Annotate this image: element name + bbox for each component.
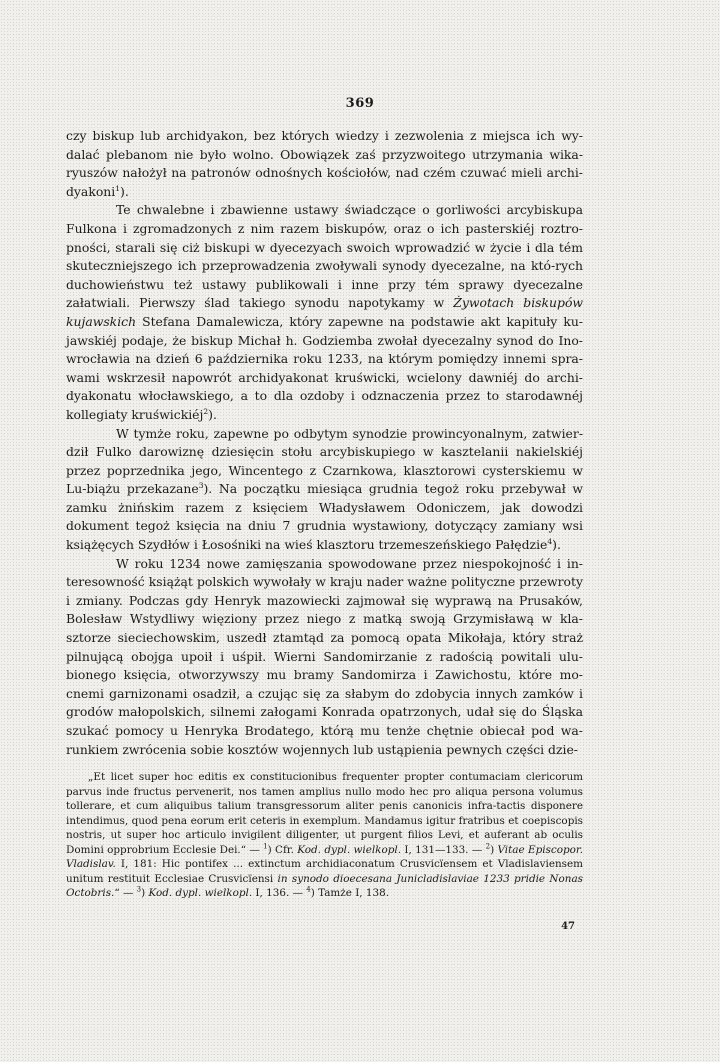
footnote-marker-4: 4 [306,885,311,894]
paragraph-2-italic-title: Żywotach biskupów kujawskich [66,295,584,329]
paragraph-3-tail: ). [552,537,561,553]
footnote-ref-4: 4 [547,536,553,546]
footnote-marker-2: 2 [485,842,491,851]
footnote-text-c: I, 131—133. — [401,843,486,856]
main-text [66,127,583,759]
paragraph-1 [66,127,583,201]
paragraph-1-tail: ). [120,183,129,199]
footnote-italic-1: Kod. dypl. wielkopl. [297,843,402,856]
footnote-text-h: I, 136. — [252,887,307,899]
signature-mark: 47 [561,921,575,932]
paragraph-1-text: czy biskup lub archidyakon, bez których wiedzy i zezwolenia z miejsca ich wy-dalać plebanom nie było wolno. Obowiązek zaś przyzwoitego utrzymania wika-ryuszów nałożył na patronów odnośnych kościołów, nad czém czuwać mieli archi-dyakoni [66,128,583,199]
paragraph-2-text-a: Te chwalebne i zbawienne ustawy świadczące o gorliwości arcybiskupa Fulkona i zgromadzonych z nim razem biskupów, oraz o ich pasterskiéj roztro-pności, starali się ciż biskupi w dyecezyach swoich wprowadzić w życie i dla tém skuteczniejszego ich przeprowadzenia zwoływali synody dyecezalne, na któ-rych duchowieństwu też ustawy publikowali i inne przy tém sprawy dyecezalne załatwiali. Pierwszy ślad takiego synodu napotykamy w [66,202,583,311]
footnotes [66,770,583,901]
footnote-text-f: “ — [114,887,137,899]
paragraph-2-text-b: Stefana Damalewicza, który zapewne na podstawie akt kapituły ku-jawskiéj podaje, że biskup Michał h. Godziemba zwołał dyecezalny synod do Ino-wrocławia na dzień 6 października roku 1233, na którym pomiędzy innemi spra-wami wskrzesił napowrót archidyakonat kruświcki, wcielony dawniéj do archi-dyakonatu włocławskiego, a to dla ozdoby i odznaczenia przez to starodawnéj kollegiaty kruświckiéj [66,313,583,422]
footnote-text-j: ) Tamże I, 138. [310,887,390,899]
footnote-ref-3: 3 [198,481,204,491]
footnote-marker-3: 3 [136,885,142,894]
paragraph-4-text: W roku 1234 nowe zamięszania spowodowane przez niespokojność i in-teresowność książąt polskich wywołały w kraju nader ważne polityczne przewroty i zmiany. Podczas gdy Henryk mazowiecki zajmował się wyprawą na Prusaków, Bolesław Wstydliwy więziony przez niego z matką swoją Grzymisławą w kla-sztorze sieciechowskim, uszedł ztamtąd za pomocą opata Mikołaja, który straż pilnującą obojga upoił i uśpił. Wierni Sandomirzanie z radością powitali ulu-bionego księcia, otworzywszy mu bramy Sandomirza i Zawichostu, które mo-cnemi garnizonami osadził, a czując się za słabym do zdobycia innych zamków i grodów małopolskich, silnemi załogami Konrada opatrzonych, udał się do Śląska szukać pomocy u Henryka Brodatego, którą mu tenże chętnie obiecał pod wa-runkiem zwrócenia sobie kosztów wojennych lub ustąpienia pewnych części dzie- [66,555,583,757]
paragraph-3-text-b: ). Na początku miesiąca grudnia tegoż roku przebywał w zamku żnińskim razem z księciem Władysławem Odoniczem, jak dowodzi dokument tegoż księcia na dniu 7 grudnia wystawiony, dotyczący zamiany wsi książęcych Szydłów i Łosośniki na wieś klasztoru trzemeszeńskiego Pałędzie [66,481,583,553]
footnote-text-d: ) [490,843,498,856]
footnote-text-e: I, 181: Hic pontifex ... extinctum archidiaconatum Crusvicïensem et Vladislaviensem unitum restituit Ecclesiae Crusvicïensi [66,858,583,885]
footnote-italic-3: in synodo dioecesana Junicladislaviae 1233 pridie Nonas Octobris. [66,872,583,899]
footnote-text-g: ) [141,887,149,899]
paragraph-2-tail: ). [208,406,217,422]
paragraph-2 [66,201,583,424]
footnote-italic-4: Kod. dypl. wielkopl. [148,887,253,899]
footnote-block [66,770,583,901]
footnote-ref-1: 1 [115,183,121,193]
footnote-text-a: „Et licet super hoc editis ex constitucionibus frequenter propter contumaciam clericorum parvus inde fructus pervenerit, nos tamen amplius nullo modo hec pro aliqua persona volumus tollerare, et cum aliquibus talium transgressorum aliter penis canonicis infra-tactis disponere intendimus, quod pena eorum erit ceteris in exemplum. Mandamus igitur fratribus et coepiscopis nostris, ut super hoc articulo invigilent diligenter, ut purgent filios Levi, et auferant ab oculis Domini opprobrium Ecclesie Dei.“ — [66,771,583,856]
footnote-ref-2: 2 [203,406,209,416]
footnote-italic-2: Vitae Episcopor. Vladislav. [66,843,584,870]
paragraph-3 [66,425,583,555]
footnote-text-b: ) Cfr. [267,843,298,856]
page-number: 369 [345,96,375,111]
paragraph-4 [66,555,583,760]
footnote-marker-1: 1 [263,842,268,851]
paragraph-3-text-a: W tymże roku, zapewne po odbytym synodzie prowincyonalnym, zatwier-dził Fulko darowiznę dziesięcin stołu arcybiskupiego w kasztelanii nakielskiéj przez poprzednika jego, Wincentego z Czarnkowa, klasztorowi cysterskiemu w Lu-biążu przekazane [66,425,583,497]
